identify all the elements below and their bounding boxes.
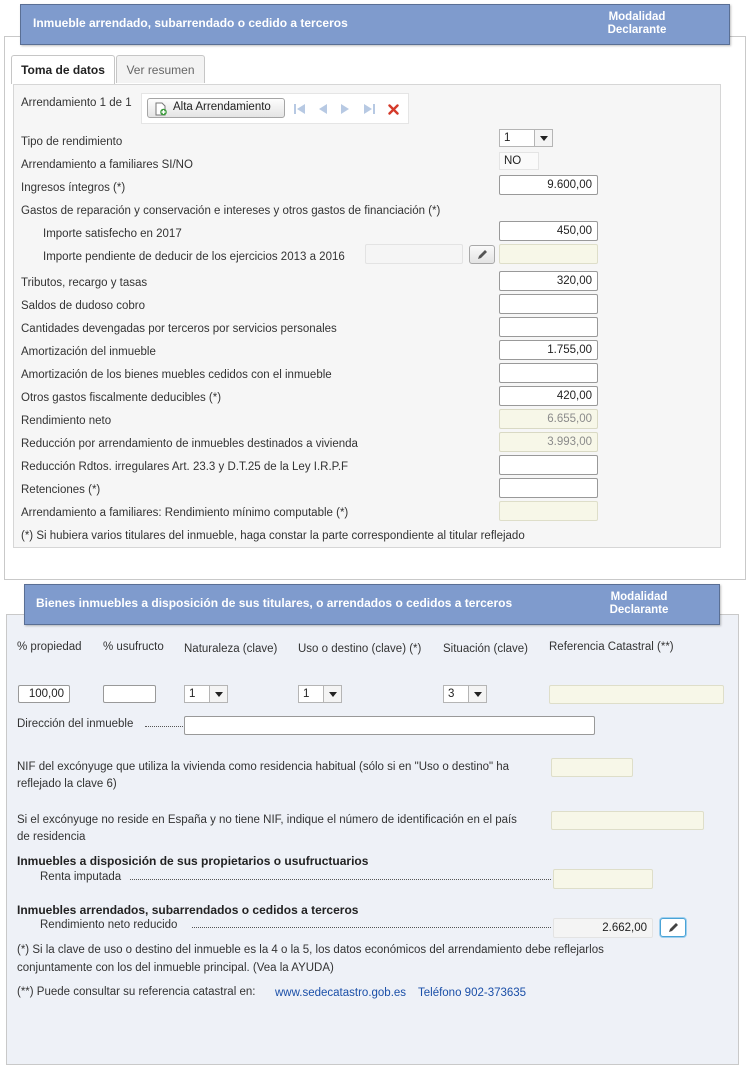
tributos-label: Tributos, recargo y tasas xyxy=(21,277,148,289)
dotted-leader xyxy=(192,927,551,928)
otros-gastos-input[interactable]: 420,00 xyxy=(499,386,598,406)
importe-pendiente-label: Importe pendiente de deducir de los ejercicios 2013 a 2016 xyxy=(43,251,345,263)
renta-imputada-value xyxy=(553,869,653,889)
col-uso: Uso o destino (clave) (*) xyxy=(298,643,422,655)
naturaleza-value: 1 xyxy=(189,688,196,700)
reduccion-value: 3.993,00 xyxy=(499,432,598,452)
inmuebles-disposicion-heading: Inmuebles a disposición de sus propietarios o usufructuarios xyxy=(17,854,369,868)
rendimiento-neto-value: 6.655,00 xyxy=(499,409,598,429)
importe-satisfecho-label: Importe satisfecho en 2017 xyxy=(43,228,182,240)
note1-line2: conjuntamente con los del inmueble principal. (Vea la AYUDA) xyxy=(17,962,334,974)
cantidades-label: Cantidades devengadas por terceros por servicios personales xyxy=(21,323,337,335)
delete-icon[interactable] xyxy=(388,104,399,115)
declarante-label: Declarante xyxy=(607,24,667,36)
modalidad-label-2: Modalidad xyxy=(610,591,668,603)
rendimiento-reducido-label: Rendimiento neto reducido xyxy=(40,919,178,931)
uso-select[interactable] xyxy=(298,685,342,703)
direccion-input[interactable] xyxy=(184,716,595,735)
col-situacion: Situación (clave) xyxy=(443,643,529,655)
section1-title: Inmueble arrendado, subarrendado o cedido a terceros xyxy=(33,16,348,30)
chevron-down-icon xyxy=(323,686,341,702)
situacion-select[interactable] xyxy=(443,685,487,703)
section2-header xyxy=(24,584,720,625)
alta-arrendamiento-button[interactable] xyxy=(147,98,285,118)
importe-pendiente-detail xyxy=(365,244,463,264)
section1-modalidad xyxy=(591,11,683,37)
amortizacion-bienes-label: Amortización de los bienes muebles cedidos con el inmueble xyxy=(21,369,332,381)
catastro-link[interactable]: www.sedecatastro.gob.es xyxy=(275,987,407,999)
tipo-rendimiento-label: Tipo de rendimiento xyxy=(21,136,123,148)
reduccion-irregulares-input[interactable] xyxy=(499,455,598,475)
tipo-rendimiento-value: 1 xyxy=(504,132,511,144)
saldos-label: Saldos de dudoso cobro xyxy=(21,300,146,312)
reduccion-irregulares-label: Reducción Rdtos. irregulares Art. 23.3 y D.T.25 de la Ley I.R.P.F xyxy=(21,461,349,473)
retenciones-input[interactable] xyxy=(499,478,598,498)
declarante-label-2: Declarante xyxy=(609,604,669,616)
excon-extranjero-label-1: Si el excónyuge no reside en España y no tiene NIF, indique el número de identificación en el país xyxy=(17,814,517,826)
nif-excon-label-1: NIF del excónyuge que utiliza la vivienda como residencia habitual (sólo si en "Uso o destino" ha xyxy=(17,761,510,773)
next-record-icon[interactable] xyxy=(340,103,351,115)
col-propiedad: % propiedad xyxy=(17,641,82,653)
add-document-icon xyxy=(154,102,168,116)
gastos-header: Gastos de reparación y conservación e intereses y otros gastos de financiación (*) xyxy=(21,205,441,217)
edit-rendimiento-button[interactable] xyxy=(660,918,686,937)
inmuebles-arrendados-heading: Inmuebles arrendados, subarrendados o cedidos a terceros xyxy=(17,903,359,917)
note2: (**) Puede consultar su referencia catastral en: xyxy=(17,986,256,998)
rendimiento-neto-label: Rendimiento neto xyxy=(21,415,112,427)
ingresos-label: Ingresos íntegros (*) xyxy=(21,182,126,194)
dotted-leader xyxy=(145,726,183,727)
amortizacion-label: Amortización del inmueble xyxy=(21,346,156,358)
propiedad-input[interactable]: 100,00 xyxy=(18,685,70,703)
note1-line1: (*) Si la clave de uso o destino del inmueble es la 4 o la 5, los datos económicos del arrendamiento debe reflejarlos xyxy=(17,944,604,956)
catastro-phone: Teléfono 902-373635 xyxy=(418,987,527,999)
dotted-leader xyxy=(130,879,551,880)
tab-toma-de-datos[interactable]: Toma de datos xyxy=(11,55,115,84)
section2-title: Bienes inmuebles a disposición de sus titulares, o arrendados o cedidos a terceros xyxy=(36,596,513,610)
situacion-value: 3 xyxy=(448,688,455,700)
chevron-down-icon xyxy=(209,686,227,702)
section2-modalidad xyxy=(593,591,685,617)
modalidad-label: Modalidad xyxy=(608,11,666,23)
amortizacion-bienes-input[interactable] xyxy=(499,363,598,383)
reduccion-label: Reducción por arrendamiento de inmuebles destinados a vivienda xyxy=(21,438,358,450)
tipo-rendimiento-select[interactable] xyxy=(499,129,553,147)
familiares-value xyxy=(499,152,539,170)
col-naturaleza: Naturaleza (clave) xyxy=(184,643,278,655)
nif-excon-label-2: reflejado la clave 6) xyxy=(17,778,117,790)
excon-extranjero-label-2: de residencia xyxy=(17,831,86,843)
naturaleza-select[interactable] xyxy=(184,685,228,703)
cantidades-input[interactable] xyxy=(499,317,598,337)
form-area xyxy=(13,84,721,548)
last-record-icon[interactable] xyxy=(363,103,376,115)
otros-gastos-label: Otros gastos fiscalmente deducibles (*) xyxy=(21,392,222,404)
col-usufructo: % usufructo xyxy=(103,641,164,653)
chevron-down-icon xyxy=(468,686,486,702)
referencia-catastral-input[interactable] xyxy=(549,685,724,704)
edit-pendiente-button[interactable] xyxy=(469,245,495,264)
renta-imputada-label: Renta imputada xyxy=(40,871,122,883)
alta-label: Alta Arrendamiento xyxy=(173,101,271,113)
record-counter: Arrendamiento 1 de 1 xyxy=(21,97,132,109)
importe-satisfecho-input[interactable]: 450,00 xyxy=(499,221,598,241)
familiares-label: Arrendamiento a familiares SI/NO xyxy=(21,159,193,171)
usufructo-input[interactable] xyxy=(103,685,156,703)
previous-record-icon[interactable] xyxy=(317,103,328,115)
ingresos-input[interactable]: 9.600,00 xyxy=(499,175,598,195)
importe-pendiente-input xyxy=(499,244,598,264)
tributos-input[interactable]: 320,00 xyxy=(499,271,598,291)
pencil-icon xyxy=(668,922,679,933)
col-referencia: Referencia Catastral (**) xyxy=(549,641,674,653)
section1-header xyxy=(20,4,730,45)
uso-value: 1 xyxy=(303,688,310,700)
chevron-down-icon xyxy=(534,130,552,146)
nif-excon-input[interactable] xyxy=(551,758,633,777)
rendimiento-reducido-value: 2.662,00 xyxy=(553,918,653,938)
direccion-label: Dirección del inmueble xyxy=(17,718,134,730)
record-navigation-bar xyxy=(141,93,409,124)
saldos-input[interactable] xyxy=(499,294,598,314)
familiares-minimo-label: Arrendamiento a familiares: Rendimiento mínimo computable (*) xyxy=(21,507,349,519)
familiares-text: NO xyxy=(504,155,522,167)
first-record-icon[interactable] xyxy=(293,103,306,115)
excon-extranjero-input[interactable] xyxy=(551,811,704,830)
pencil-icon xyxy=(477,249,488,260)
titulares-note: (*) Si hubiera varios titulares del inmueble, haga constar la parte correspondiente al titular reflejado xyxy=(21,530,525,542)
tab-ver-resumen[interactable]: Ver resumen xyxy=(116,55,205,83)
familiares-minimo-value xyxy=(499,501,598,521)
retenciones-label: Retenciones (*) xyxy=(21,484,101,496)
amortizacion-input[interactable]: 1.755,00 xyxy=(499,340,598,360)
